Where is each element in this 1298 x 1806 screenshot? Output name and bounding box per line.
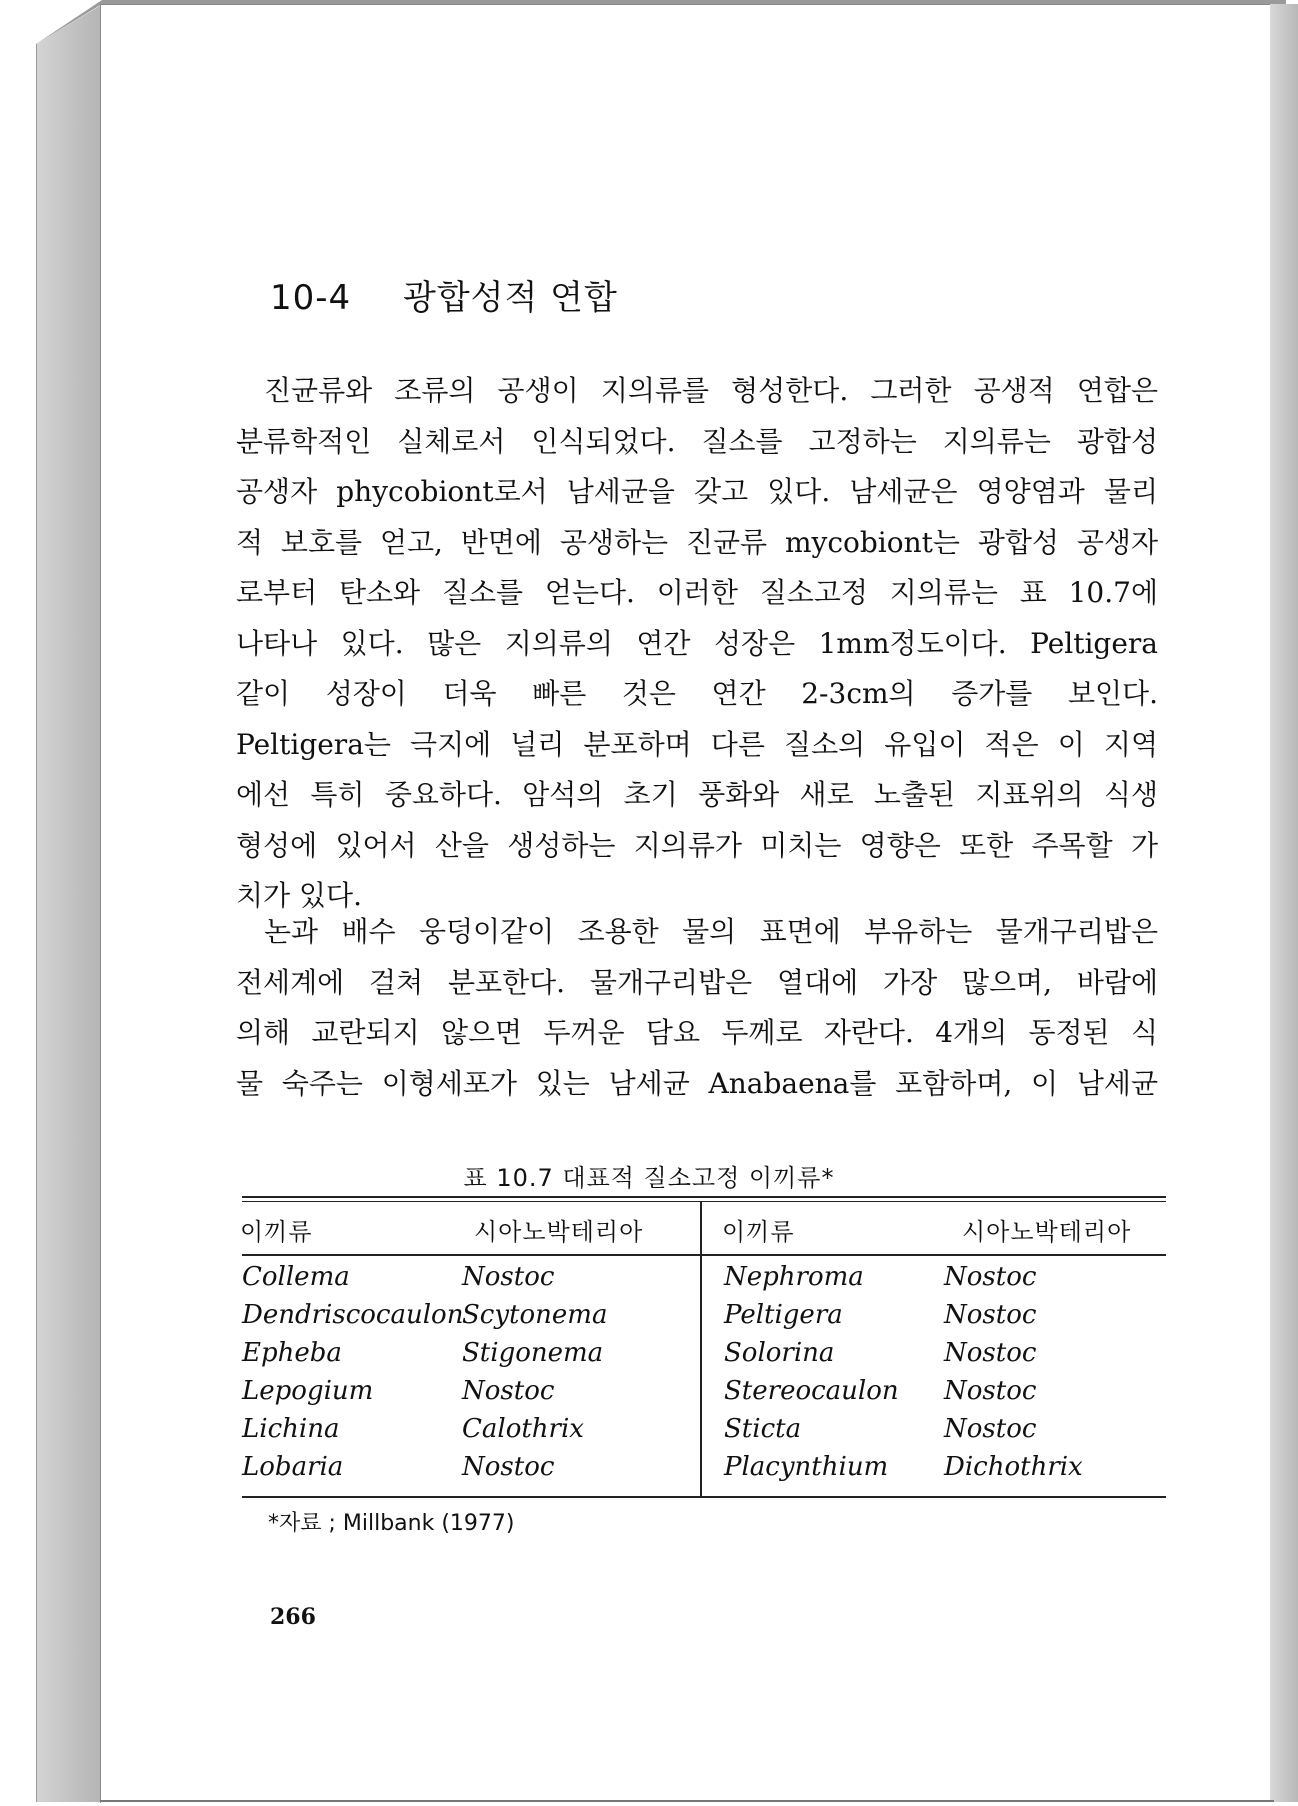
table-cell: Epheba — [242, 1338, 342, 1368]
text-line: 적 보호를 얻고, 반면에 공생하는 진균류 mycobiont는 광합성 공생자 — [236, 525, 1158, 559]
table-header: 이끼류 — [240, 1218, 313, 1246]
table-header: 시아노박테리아 — [962, 1218, 1132, 1246]
text-line: 공생자 phycobiont로서 남세균을 갖고 있다. 남세균은 영양염과 물리 — [236, 475, 1158, 508]
page-bottom-edge — [100, 1800, 1274, 1802]
table-rule — [242, 1254, 1166, 1256]
page-number: 266 — [270, 1604, 316, 1630]
table-footnote: *자료 ; Millbank (1977) — [268, 1511, 515, 1536]
table-cell: Nostoc — [944, 1414, 1037, 1444]
section-number: 10-4 — [270, 278, 352, 318]
table-cell: Nephroma — [724, 1262, 864, 1292]
table-cell: Nostoc — [944, 1376, 1037, 1406]
table-cell: Lobaria — [242, 1452, 344, 1482]
page-edge-shadow — [1270, 4, 1298, 1802]
table-cell: Stigonema — [462, 1338, 604, 1368]
table-cell: Dichothrix — [944, 1452, 1083, 1482]
text-line: 물 숙주는 이형세포가 있는 남세균 Anabaena를 포함하며, 이 남세균 — [236, 1066, 1158, 1100]
text-line: 치가 있다. — [236, 879, 362, 912]
table-column-divider — [700, 1202, 702, 1498]
text-line: 의해 교란되지 않으면 두꺼운 담요 두께로 자란다. 4개의 동정된 식 — [236, 1016, 1158, 1049]
text-line: 분류학적인 실체로서 인식되었다. 질소를 고정하는 지의류는 광합성 — [236, 424, 1158, 458]
table-cell: Lichina — [242, 1414, 340, 1444]
table-rule — [242, 1196, 1166, 1198]
table-cell: Nostoc — [944, 1300, 1037, 1330]
section-heading — [270, 270, 618, 319]
table-cell: Placynthium — [724, 1452, 889, 1482]
table-cell: Peltigera — [724, 1300, 843, 1330]
table-cell: Calothrix — [462, 1414, 584, 1444]
table-cell: Nostoc — [462, 1452, 555, 1482]
table-cell: Stereocaulon — [724, 1376, 899, 1406]
table-cell: Nostoc — [462, 1376, 555, 1406]
table-rule — [242, 1201, 1166, 1202]
text-line: 형성에 있어서 산을 생성하는 지의류가 미치는 영향은 또한 주목할 가 — [236, 828, 1158, 862]
table-cell: Nostoc — [462, 1262, 555, 1292]
table-cell: Nostoc — [944, 1262, 1037, 1292]
table-rule — [242, 1496, 1166, 1498]
text-line: 에선 특히 중요하다. 암석의 초기 풍화와 새로 노출된 지표위의 식생 — [236, 778, 1158, 811]
text-line: 전세계에 걸쳐 분포한다. 물개구리밥은 열대에 가장 많으며, 바람에 — [236, 965, 1158, 999]
book-spine — [36, 4, 103, 1802]
table-header: 이끼류 — [722, 1218, 795, 1246]
text-line: Peltigera는 극지에 널리 분포하며 다른 질소의 유입이 적은 이 지역 — [236, 727, 1158, 761]
text-line: 논과 배수 웅덩이같이 조용한 물의 표면에 부유하는 물개구리밥은 — [264, 915, 1158, 948]
text-line: 로부터 탄소와 질소를 얻는다. 이러한 질소고정 지의류는 표 10.7에 — [236, 576, 1158, 609]
table-cell: Solorina — [724, 1338, 835, 1368]
paragraph-2 — [236, 907, 1158, 1109]
table-title: 표 10.7 대표적 질소고정 이끼류* — [463, 1164, 835, 1192]
table-cell: Dendriscocaulon — [242, 1300, 464, 1330]
table-cell: Scytonema — [462, 1300, 608, 1330]
text-line: 진균류와 조류의 공생이 지의류를 형성한다. 그러한 공생적 연합은 — [264, 374, 1158, 407]
text-line: 나타나 있다. 많은 지의류의 연간 성장은 1mm정도이다. Peltigera — [236, 626, 1158, 660]
table-cell: Nostoc — [944, 1338, 1037, 1368]
table-cell: Sticta — [724, 1414, 802, 1444]
section-title: 광합성적 연합 — [402, 278, 618, 318]
table-cell: Collema — [242, 1262, 350, 1292]
text-line: 같이 성장이 더욱 빠른 것은 연간 2-3cm의 증가를 보인다. — [236, 677, 1158, 710]
table-header: 시아노박테리아 — [474, 1218, 644, 1246]
table-cell: Lepogium — [242, 1376, 374, 1406]
paragraph-1 — [236, 366, 1158, 922]
